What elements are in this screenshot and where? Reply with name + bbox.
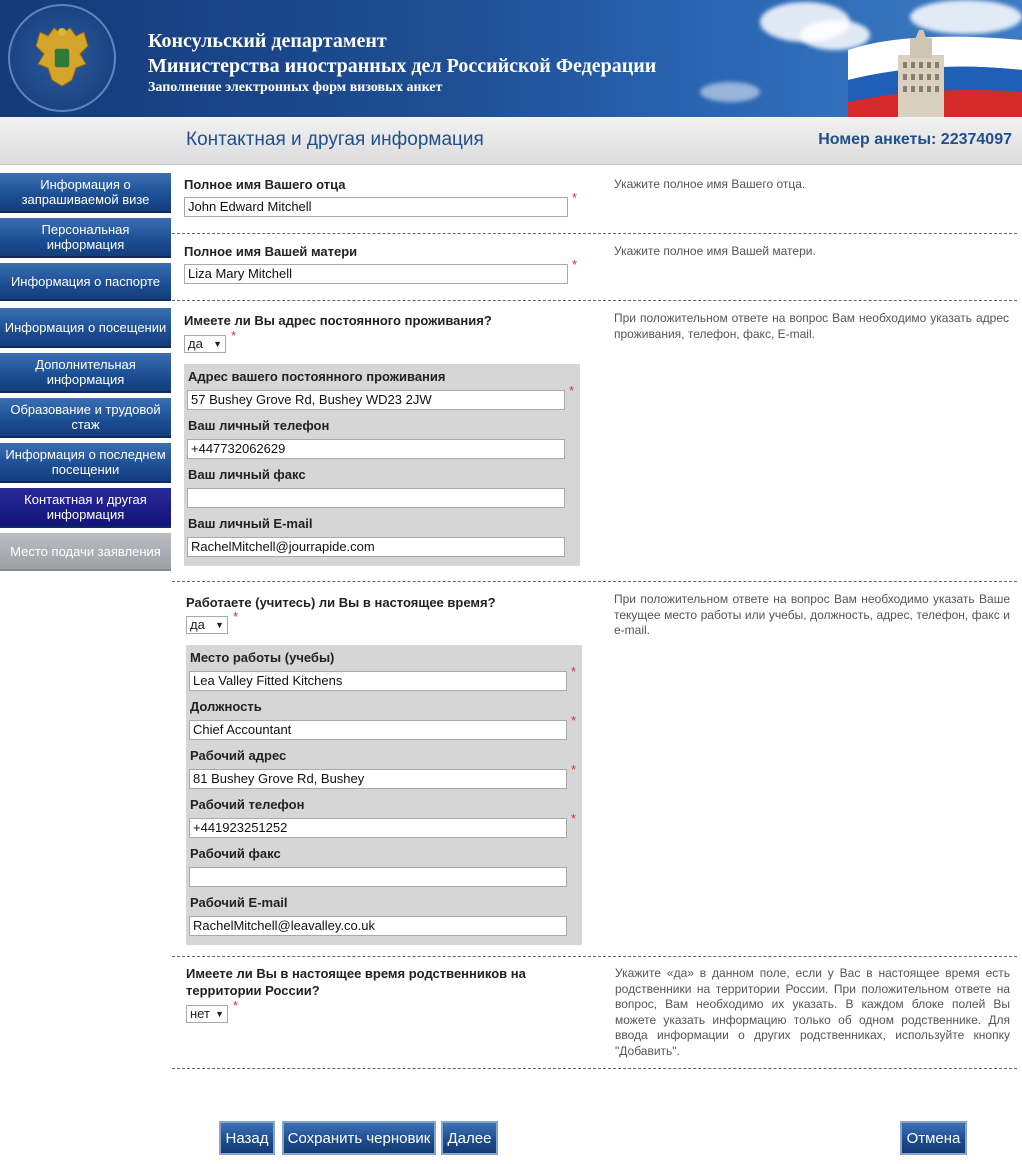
- back-button[interactable]: Назад: [219, 1121, 275, 1155]
- personal-fax-input[interactable]: [187, 488, 565, 508]
- divider: [172, 581, 1017, 582]
- workplace-input[interactable]: Lea Valley Fitted Kitchens: [189, 671, 567, 691]
- residence-address-label: Адрес вашего постоянного проживания: [188, 369, 446, 384]
- residence-select-value: да: [188, 336, 203, 351]
- dropdown-arrow-icon: ▼: [215, 1009, 224, 1019]
- sidebar-item-additional-info[interactable]: Дополнительная информация: [0, 353, 171, 393]
- work-address-input[interactable]: 81 Bushey Grove Rd, Bushey: [189, 769, 567, 789]
- required-mark: *: [569, 383, 575, 398]
- residence-question: Имеете ли Вы адрес постоянного проживания?: [184, 313, 492, 328]
- divider: [172, 956, 1017, 957]
- work-question: Работаете (учитесь) ли Вы в настоящее время?: [186, 595, 496, 610]
- personal-phone-input[interactable]: +447732062629: [187, 439, 565, 459]
- required-mark: *: [233, 998, 239, 1013]
- russian-flag-building-image: [848, 30, 1022, 117]
- mother-name-input[interactable]: Liza Mary Mitchell: [184, 264, 568, 284]
- sidebar-item-passport-info[interactable]: Информация о паспорте: [0, 263, 171, 301]
- cancel-button[interactable]: Отмена: [900, 1121, 967, 1155]
- cloud-decoration: [700, 82, 760, 102]
- required-mark: *: [233, 609, 239, 624]
- work-hint: При положительном ответе на вопрос Вам необходимо указать Ваше текущее место работы или учебы, должность, адрес, телефон, факс и e-mail.: [614, 592, 1010, 637]
- position-label: Должность: [190, 699, 262, 714]
- dropdown-arrow-icon: ▼: [213, 339, 222, 349]
- father-name-input[interactable]: John Edward Mitchell: [184, 197, 568, 217]
- form-number: Номер анкеты: 22374097: [818, 131, 1012, 148]
- work-select-value: да: [190, 617, 205, 632]
- required-mark: *: [571, 811, 577, 826]
- save-draft-button[interactable]: Сохранить черновик: [282, 1121, 436, 1155]
- relatives-question-line2: территории России?: [186, 983, 320, 998]
- father-name-hint: Укажите полное имя Вашего отца.: [614, 177, 806, 191]
- relatives-question-line1: Имеете ли Вы в настоящее время родственников на: [186, 966, 526, 981]
- header-ministry: Министерства иностранных дел Российской Федерации: [148, 55, 657, 77]
- dropdown-arrow-icon: ▼: [215, 620, 224, 630]
- position-input[interactable]: Chief Accountant: [189, 720, 567, 740]
- work-fax-label: Рабочий факс: [190, 846, 281, 861]
- next-button[interactable]: Далее: [441, 1121, 498, 1155]
- sidebar-item-visit-info[interactable]: Информация о посещении: [0, 308, 171, 348]
- mother-name-hint: Укажите полное имя Вашей матери.: [614, 244, 816, 258]
- personal-phone-label: Ваш личный телефон: [188, 418, 330, 433]
- work-address-label: Рабочий адрес: [190, 748, 287, 763]
- mother-name-label: Полное имя Вашей матери: [184, 244, 358, 259]
- personal-email-input[interactable]: RachelMitchell@jourrapide.com: [187, 537, 565, 557]
- required-mark: *: [571, 713, 577, 728]
- residence-select[interactable]: [184, 335, 226, 353]
- section-title-bar: [0, 117, 1022, 165]
- work-fax-input[interactable]: [189, 867, 567, 887]
- header-department: Консульский департамент: [148, 30, 387, 52]
- relatives-select-value: нет: [190, 1006, 210, 1021]
- work-phone-input[interactable]: +441923251252: [189, 818, 567, 838]
- sidebar-item-last-visit[interactable]: Информация о последнем посещении: [0, 443, 171, 483]
- cloud-decoration: [910, 0, 1022, 34]
- sidebar-item-education-work[interactable]: Образование и трудовой стаж: [0, 398, 171, 438]
- residence-address-input[interactable]: 57 Bushey Grove Rd, Bushey WD23 2JW: [187, 390, 565, 410]
- header-subtitle: Заполнение электронных форм визовых анкет: [148, 80, 443, 95]
- page-title: Контактная и другая информация: [186, 129, 484, 150]
- divider: [172, 300, 1017, 301]
- mfa-emblem-logo: [8, 4, 116, 112]
- required-mark: *: [571, 762, 577, 777]
- relatives-select[interactable]: [186, 1005, 228, 1023]
- double-headed-eagle-icon: [32, 24, 92, 90]
- required-mark: *: [572, 190, 578, 205]
- father-name-label: Полное имя Вашего отца: [184, 177, 346, 192]
- sidebar-item-visa-info[interactable]: Информация о запрашиваемой визе: [0, 173, 171, 213]
- sidebar-item-personal-info[interactable]: Персональная информация: [0, 218, 171, 258]
- work-email-label: Рабочий E-mail: [190, 895, 288, 910]
- work-email-input[interactable]: RachelMitchell@leavalley.co.uk: [189, 916, 567, 936]
- header-banner: [0, 0, 1022, 117]
- residence-hint: При положительном ответе на вопрос Вам необходимо указать адрес проживания, телефон, факс, E-mail.: [614, 311, 1009, 341]
- workplace-label: Место работы (учебы): [190, 650, 335, 665]
- required-mark: *: [571, 664, 577, 679]
- work-select[interactable]: [186, 616, 228, 634]
- sidebar-item-contact-info[interactable]: Контактная и другая информация: [0, 488, 171, 528]
- relatives-hint: Укажите «да» в данном поле, если у Вас в настоящее время есть родственники на территории России. При положительном ответе на вопрос, Вам необходимо их указать. В каждом блоке полей Вы можете указать информацию только об одном родственнике. Для ввода информации о других родственниках, используйте кнопку "Добавить".: [615, 966, 1010, 1058]
- required-mark: *: [231, 328, 237, 343]
- divider: [172, 1068, 1017, 1069]
- sidebar-item-application-place[interactable]: Место подачи заявления: [0, 533, 171, 571]
- divider: [172, 233, 1017, 234]
- work-phone-label: Рабочий телефон: [190, 797, 305, 812]
- personal-fax-label: Ваш личный факс: [188, 467, 306, 482]
- required-mark: *: [572, 257, 578, 272]
- personal-email-label: Ваш личный E-mail: [188, 516, 313, 531]
